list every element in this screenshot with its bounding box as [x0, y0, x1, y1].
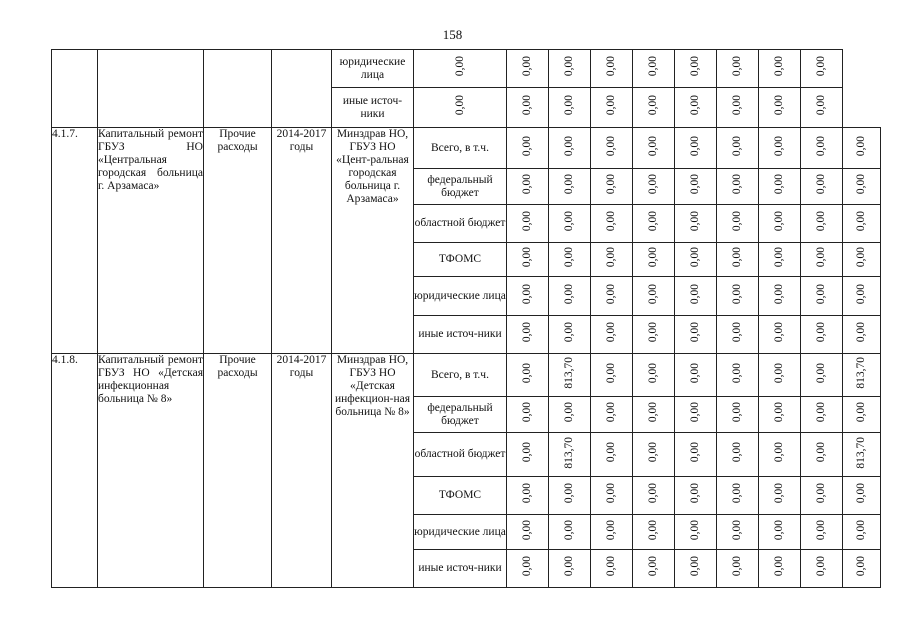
value-text: 0,00 [521, 247, 533, 268]
value-cell [759, 477, 801, 515]
value-cell [675, 354, 717, 397]
funding-source: иные источ-ники [414, 316, 507, 354]
table-row [52, 128, 881, 169]
period: 2014-2017 годы [272, 128, 332, 354]
value-text: 0,00 [731, 283, 743, 305]
value-cell [717, 50, 759, 88]
value-cell [801, 243, 843, 277]
budget-table [51, 49, 881, 588]
value-cell [549, 128, 591, 169]
value-text: 0,00 [773, 247, 785, 268]
value-text: 0,00 [855, 211, 867, 232]
value-text: 0,00 [855, 556, 867, 577]
value-text: 0,00 [563, 247, 575, 268]
value-text: 0,00 [815, 402, 827, 423]
value-text: 0,00 [453, 56, 466, 77]
value-cell [633, 515, 675, 550]
value-text: 0,00 [563, 556, 575, 577]
value-cell [675, 205, 717, 243]
value-cell [549, 354, 591, 397]
value-text: 0,00 [647, 283, 659, 305]
value-cell [759, 50, 801, 88]
empty-cell [272, 50, 332, 128]
value-text: 0,00 [647, 174, 659, 195]
value-text: 0,00 [815, 247, 827, 268]
value-cell [759, 205, 801, 243]
value-text: 0,00 [521, 362, 533, 384]
funding-source: иные источ-ники [332, 88, 414, 128]
value-cell [507, 50, 549, 88]
value-text: 0,00 [521, 283, 533, 305]
value-cell [549, 477, 591, 515]
value-text: 0,00 [731, 56, 743, 77]
value-text: 0,00 [689, 247, 701, 268]
value-cell [507, 433, 549, 477]
value-cell [717, 397, 759, 433]
value-cell [633, 477, 675, 515]
value-text: 0,00 [815, 519, 827, 541]
value-cell [675, 433, 717, 477]
value-cell [717, 243, 759, 277]
funding-source: юридические лица [414, 277, 507, 316]
executor: Минздрав НО, ГБУЗ НО «Детская инфекцион-ная больница № 8» [332, 354, 414, 588]
value-cell [801, 205, 843, 243]
value-cell [759, 243, 801, 277]
value-text: 0,00 [605, 135, 617, 157]
value-text: 0,00 [855, 519, 867, 541]
value-text: 0,00 [815, 283, 827, 305]
value-text: 0,00 [563, 211, 575, 232]
value-cell [507, 550, 549, 588]
value-text: 0,00 [815, 483, 827, 504]
value-text: 0,00 [773, 519, 785, 541]
value-text: 0,00 [563, 56, 575, 77]
value-text: 813,70 [855, 357, 867, 389]
funding-source: юридические лица [414, 515, 507, 550]
value-text: 0,00 [815, 362, 827, 384]
funding-source: областной бюджет [414, 205, 507, 243]
value-cell [801, 515, 843, 550]
value-text: 0,00 [731, 362, 743, 384]
value-text: 0,00 [605, 211, 617, 232]
value-cell [675, 243, 717, 277]
value-text: 0,00 [773, 56, 785, 77]
value-text: 0,00 [815, 556, 827, 577]
value-text: 0,00 [731, 402, 743, 423]
value-text: 0,00 [521, 442, 533, 463]
value-cell [759, 128, 801, 169]
value-text: 0,00 [521, 95, 533, 116]
value-cell [549, 50, 591, 88]
value-text: 0,00 [647, 211, 659, 232]
value-cell [717, 433, 759, 477]
value-text: 0,00 [773, 556, 785, 577]
value-text: 0,00 [605, 322, 617, 343]
value-text: 0,00 [563, 135, 575, 157]
value-text: 813,70 [563, 357, 575, 389]
value-text: 0,00 [521, 135, 533, 157]
value-text: 0,00 [689, 211, 701, 232]
value-text: 0,00 [689, 283, 701, 305]
value-cell [717, 88, 759, 128]
value-text: 0,00 [731, 135, 743, 157]
value-cell [591, 50, 633, 88]
value-text: 0,00 [773, 135, 785, 157]
value-cell [414, 88, 507, 128]
value-cell [801, 88, 843, 128]
value-cell [717, 169, 759, 205]
executor: Минздрав НО, ГБУЗ НО «Цент-ральная городская больница г. Арзамаса» [332, 128, 414, 354]
value-text: 0,00 [647, 56, 659, 77]
value-text: 0,00 [773, 362, 785, 384]
value-cell [759, 433, 801, 477]
item-name: Капитальный ремонт ГБУЗ НО «Центральная городская больница г. Арзамаса» [98, 128, 204, 354]
value-cell [591, 205, 633, 243]
value-text: 0,00 [563, 519, 575, 541]
value-cell [591, 354, 633, 397]
value-cell [675, 169, 717, 205]
value-text: 0,00 [605, 483, 617, 504]
value-cell [633, 397, 675, 433]
value-text: 0,00 [855, 247, 867, 268]
value-text: 0,00 [605, 519, 617, 541]
value-cell [801, 397, 843, 433]
funding-source: областной бюджет [414, 433, 507, 477]
funding-source: юридические лица [332, 50, 414, 88]
value-text: 0,00 [647, 519, 659, 541]
value-text: 0,00 [689, 402, 701, 423]
value-text: 0,00 [773, 283, 785, 305]
value-cell [843, 277, 881, 316]
value-cell [675, 477, 717, 515]
value-cell [633, 433, 675, 477]
value-cell [843, 397, 881, 433]
value-text: 0,00 [855, 483, 867, 504]
value-cell [591, 128, 633, 169]
value-text: 0,00 [605, 95, 617, 116]
value-text: 0,00 [689, 442, 701, 463]
value-text: 0,00 [521, 483, 533, 504]
value-text: 0,00 [689, 483, 701, 504]
value-cell [843, 550, 881, 588]
value-text: 0,00 [521, 56, 533, 77]
value-cell [843, 205, 881, 243]
value-text: 0,00 [855, 174, 867, 195]
value-cell [633, 550, 675, 588]
value-cell [549, 205, 591, 243]
value-cell [717, 205, 759, 243]
value-cell [549, 433, 591, 477]
value-cell [549, 169, 591, 205]
funding-source: Всего, в т.ч. [414, 354, 507, 397]
value-text: 0,00 [855, 322, 867, 343]
value-text: 0,00 [689, 174, 701, 195]
value-text: 0,00 [521, 322, 533, 343]
value-cell [759, 354, 801, 397]
value-cell [717, 354, 759, 397]
value-cell [675, 128, 717, 169]
value-text: 0,00 [855, 135, 867, 157]
value-cell [591, 550, 633, 588]
value-cell [507, 397, 549, 433]
value-cell [759, 316, 801, 354]
value-text: 0,00 [815, 135, 827, 157]
value-text: 0,00 [453, 95, 466, 116]
value-cell [717, 515, 759, 550]
value-cell [591, 277, 633, 316]
value-text: 0,00 [731, 483, 743, 504]
value-cell [675, 550, 717, 588]
value-text: 0,00 [521, 174, 533, 195]
value-cell [507, 316, 549, 354]
value-cell [717, 316, 759, 354]
funding-source: федеральный бюджет [414, 397, 507, 433]
value-cell [633, 316, 675, 354]
value-text: 0,00 [605, 442, 617, 463]
value-cell [717, 277, 759, 316]
value-text: 0,00 [731, 442, 743, 463]
empty-cell [52, 50, 98, 128]
value-text: 0,00 [605, 556, 617, 577]
value-text: 0,00 [689, 56, 701, 77]
value-text: 0,00 [605, 56, 617, 77]
value-cell [633, 354, 675, 397]
value-text: 0,00 [647, 135, 659, 157]
value-cell [801, 128, 843, 169]
value-cell [591, 433, 633, 477]
value-cell [801, 550, 843, 588]
table-row [52, 50, 881, 88]
value-cell [549, 277, 591, 316]
value-cell [591, 316, 633, 354]
expense-type: Прочие расходы [204, 354, 272, 588]
value-text: 813,70 [855, 436, 867, 469]
value-text: 0,00 [605, 174, 617, 195]
empty-cell [204, 50, 272, 128]
value-cell [801, 277, 843, 316]
value-text: 0,00 [647, 322, 659, 343]
value-cell [633, 50, 675, 88]
value-text: 0,00 [731, 247, 743, 268]
value-cell [549, 316, 591, 354]
table-row [52, 354, 881, 397]
value-text: 0,00 [647, 95, 659, 116]
funding-source: федеральный бюджет [414, 169, 507, 205]
value-text: 0,00 [773, 211, 785, 232]
value-cell [591, 169, 633, 205]
value-cell [549, 88, 591, 128]
value-cell [843, 354, 881, 397]
value-cell [591, 88, 633, 128]
value-text: 0,00 [815, 56, 827, 77]
value-cell [507, 515, 549, 550]
value-cell [843, 169, 881, 205]
value-text: 0,00 [773, 322, 785, 343]
value-text: 0,00 [647, 483, 659, 504]
value-text: 0,00 [815, 95, 827, 116]
value-text: 0,00 [731, 174, 743, 195]
value-text: 0,00 [689, 362, 701, 384]
value-cell [759, 169, 801, 205]
value-cell [507, 128, 549, 169]
value-cell [843, 477, 881, 515]
value-cell [843, 128, 881, 169]
value-text: 0,00 [521, 519, 533, 541]
value-cell [717, 550, 759, 588]
value-cell [717, 477, 759, 515]
value-text: 0,00 [647, 362, 659, 384]
value-text: 0,00 [773, 174, 785, 195]
value-text: 0,00 [647, 556, 659, 577]
value-cell [507, 277, 549, 316]
value-text: 0,00 [521, 556, 533, 577]
item-number: 4.1.7. [52, 128, 98, 354]
value-cell [675, 515, 717, 550]
value-cell [549, 243, 591, 277]
funding-source: ТФОМС [414, 477, 507, 515]
value-cell [549, 397, 591, 433]
value-text: 0,00 [689, 556, 701, 577]
value-text: 0,00 [773, 95, 785, 116]
value-text: 0,00 [563, 402, 575, 423]
value-cell [507, 205, 549, 243]
value-cell [591, 515, 633, 550]
value-text: 0,00 [563, 283, 575, 305]
value-text: 0,00 [647, 247, 659, 268]
period: 2014-2017 годы [272, 354, 332, 588]
item-number: 4.1.8. [52, 354, 98, 588]
value-cell [717, 128, 759, 169]
value-cell [759, 277, 801, 316]
value-cell [507, 477, 549, 515]
value-text: 0,00 [689, 322, 701, 343]
value-cell [633, 243, 675, 277]
value-text: 0,00 [773, 483, 785, 504]
value-cell [843, 515, 881, 550]
value-text: 0,00 [689, 95, 701, 116]
value-text: 0,00 [855, 283, 867, 305]
value-cell [675, 277, 717, 316]
value-cell [759, 515, 801, 550]
value-cell [549, 550, 591, 588]
funding-source: иные источ-ники [414, 550, 507, 588]
value-text: 0,00 [521, 402, 533, 423]
value-cell [759, 397, 801, 433]
value-cell [843, 433, 881, 477]
value-text: 0,00 [521, 211, 533, 232]
empty-cell [98, 50, 204, 128]
value-cell [801, 316, 843, 354]
value-cell [675, 397, 717, 433]
value-cell [675, 316, 717, 354]
value-cell [675, 50, 717, 88]
value-cell [549, 515, 591, 550]
value-text: 0,00 [731, 95, 743, 116]
value-text: 0,00 [563, 322, 575, 343]
value-cell [591, 397, 633, 433]
value-cell [801, 169, 843, 205]
value-text: 0,00 [731, 322, 743, 343]
value-cell [801, 354, 843, 397]
value-cell [759, 88, 801, 128]
value-text: 0,00 [731, 519, 743, 541]
value-text: 0,00 [605, 362, 617, 384]
value-cell [507, 169, 549, 205]
item-name: Капитальный ремонт ГБУЗ НО «Детская инфекционная больница № 8» [98, 354, 204, 588]
value-cell [591, 477, 633, 515]
value-cell [633, 169, 675, 205]
value-text: 0,00 [773, 402, 785, 423]
value-text: 0,00 [605, 247, 617, 268]
value-text: 0,00 [689, 135, 701, 157]
value-text: 0,00 [815, 211, 827, 232]
value-cell [759, 550, 801, 588]
value-text: 0,00 [855, 402, 867, 423]
value-text: 0,00 [605, 402, 617, 423]
value-cell [801, 477, 843, 515]
value-text: 0,00 [731, 211, 743, 232]
value-cell [801, 433, 843, 477]
value-cell [414, 50, 507, 88]
value-text: 0,00 [563, 483, 575, 504]
expense-type: Прочие расходы [204, 128, 272, 354]
value-text: 0,00 [647, 442, 659, 463]
value-text: 0,00 [563, 174, 575, 195]
funding-source: ТФОМС [414, 243, 507, 277]
value-cell [507, 354, 549, 397]
value-cell [633, 128, 675, 169]
value-text: 0,00 [647, 402, 659, 423]
value-text: 0,00 [815, 442, 827, 463]
value-cell [591, 243, 633, 277]
value-cell [507, 88, 549, 128]
value-text: 0,00 [689, 519, 701, 541]
value-text: 813,70 [563, 436, 575, 469]
value-text: 0,00 [605, 283, 617, 305]
funding-source: Всего, в т.ч. [414, 128, 507, 169]
value-cell [633, 205, 675, 243]
value-cell [675, 88, 717, 128]
value-text: 0,00 [773, 442, 785, 463]
value-text: 0,00 [731, 556, 743, 577]
value-cell [801, 50, 843, 88]
value-cell [507, 243, 549, 277]
page-number: 158 [442, 27, 463, 42]
value-text: 0,00 [563, 95, 575, 116]
value-cell [633, 277, 675, 316]
value-cell [633, 88, 675, 128]
value-text: 0,00 [815, 322, 827, 343]
value-text: 0,00 [815, 174, 827, 195]
value-cell [843, 243, 881, 277]
value-cell [843, 316, 881, 354]
